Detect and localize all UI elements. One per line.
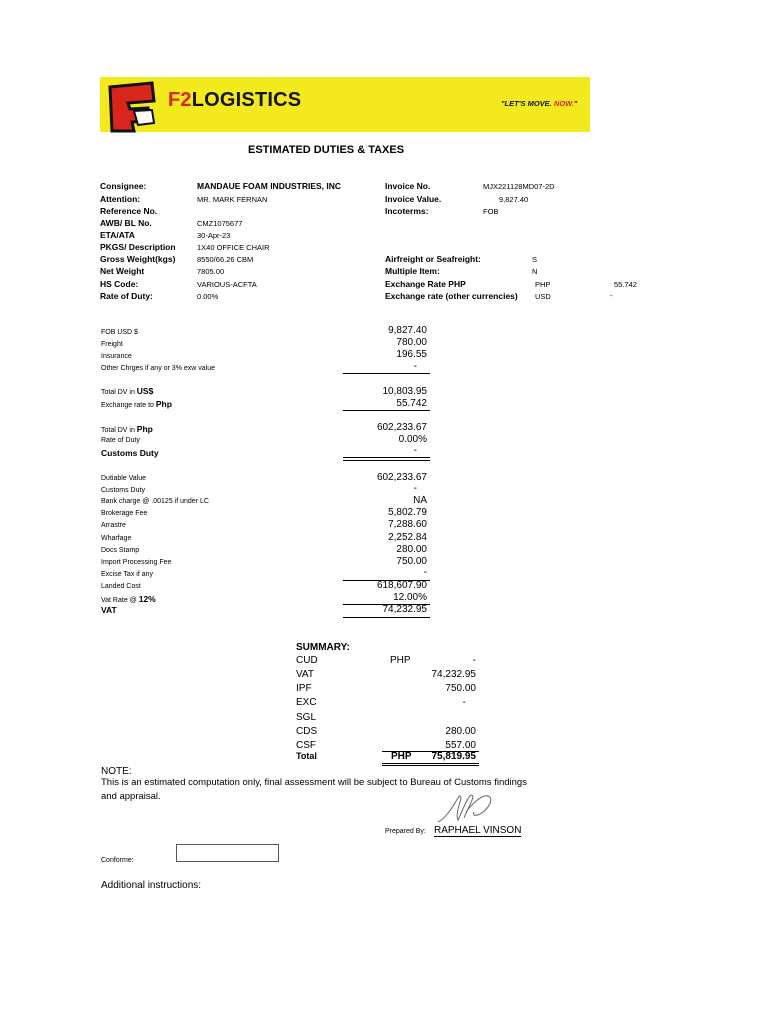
summary-value: 750.00 xyxy=(445,683,476,694)
summary-total-label: Total xyxy=(296,751,317,761)
vat-rate-label: Vat Rate @ 12% xyxy=(101,594,156,604)
note-line-1: This is an estimated computation only, final assessment will be subject to Bureau of Customs findings xyxy=(101,777,527,788)
eta-label: ETA/ATA xyxy=(100,230,135,240)
bank-charge-value: NA xyxy=(413,495,427,506)
excise-tax-label: Excise Tax if any xyxy=(101,571,154,578)
summary-value: - xyxy=(472,655,476,666)
exchange-rate-other-label: Exchange rate (other currencies) xyxy=(385,291,518,301)
rate-duty-label: Rate of Duty xyxy=(101,437,140,444)
exchange-rate-php-currency: PHP xyxy=(535,280,551,289)
company-slogan: "LET'S MOVE. NOW." xyxy=(501,99,578,108)
incoterms-label: Incoterms: xyxy=(385,206,429,216)
bank-charge-label: Bank charge @ .00125 if under LC xyxy=(101,498,209,505)
summary-code: SGL xyxy=(296,712,317,723)
invoice-value-label: Invoice Value. xyxy=(385,194,442,204)
brokerage-fee-label: Brokerage Fee xyxy=(101,510,148,517)
total-line xyxy=(343,617,430,618)
insurance-value: 196.55 xyxy=(396,349,427,360)
freight-label: Freight xyxy=(101,341,123,348)
exchange-rate-value: 55.742 xyxy=(396,398,427,409)
total-dv-usd-label: Total DV in US$ xyxy=(101,386,154,396)
f2-logo-icon xyxy=(108,81,160,133)
exchange-rate-other-currency: USD xyxy=(535,292,551,301)
subtotal-line xyxy=(343,373,430,374)
company-logo-text: F2LOGISTICS xyxy=(168,89,302,111)
rate-of-duty-value: 0.00% xyxy=(197,292,219,301)
excise-tax-value: - xyxy=(423,567,427,578)
awb-value: CMZ1075677 xyxy=(197,219,243,228)
import-fee-label: Import Processing Fee xyxy=(101,559,172,566)
exchange-rate-php-label: Exchange Rate PHP xyxy=(385,279,466,289)
summary-total-currency: PHP xyxy=(391,751,412,762)
attention-value: MR. MARK FERNAN xyxy=(197,195,268,204)
hs-code-value: VARIOUS-ACFTA xyxy=(197,280,257,289)
summary-total-value: 75,819.95 xyxy=(431,751,476,762)
exchange-rate-label: Exchange rate to Php xyxy=(101,399,172,409)
customs-duty-2-label: Customs Duty xyxy=(101,487,145,494)
docs-stamp-label: Docs Stamp xyxy=(101,547,140,554)
import-fee-value: 750.00 xyxy=(396,556,427,567)
summary-code: IPF xyxy=(296,683,312,694)
subtotal-line xyxy=(343,410,430,411)
rate-of-duty-label: Rate of Duty: xyxy=(100,291,153,301)
invoice-no-label: Invoice No. xyxy=(385,181,431,191)
summary-total-line xyxy=(382,765,479,766)
summary-total-line xyxy=(382,763,479,764)
other-charges-value: - xyxy=(413,361,417,372)
summary-value: 74,232.95 xyxy=(431,669,476,680)
gross-weight-value: 8550/66.26 CBM xyxy=(197,255,254,264)
total-dv-usd-value: 10,803.95 xyxy=(382,386,427,397)
consignee-label: Consignee: xyxy=(100,181,147,191)
dutiable-value: 602,233.67 xyxy=(376,472,427,483)
note-heading: NOTE: xyxy=(101,766,132,777)
net-weight-value: 7805.00 xyxy=(197,267,225,276)
other-charges-label: Other Chrges if any or 3% exw value xyxy=(101,365,215,372)
gross-weight-label: Gross Weight(kgs) xyxy=(100,254,176,264)
net-weight-label: Net Weight xyxy=(100,266,145,276)
invoice-no-value: MJX221128MD07-2D xyxy=(483,182,555,191)
arrastre-value: 7,288.60 xyxy=(388,519,427,530)
multiple-item-value: N xyxy=(532,267,538,276)
hs-code-label: HS Code: xyxy=(100,279,139,289)
freight-value: 780.00 xyxy=(396,337,427,348)
exchange-rate-php-value: 55.742 xyxy=(614,280,637,289)
vat-value: 74,232.95 xyxy=(382,604,427,615)
brokerage-fee-value: 5,802.79 xyxy=(388,507,427,518)
customs-duty-label: Customs Duty xyxy=(101,448,159,458)
summary-code: CSF xyxy=(296,740,316,751)
conforme-field[interactable] xyxy=(176,844,279,862)
total-line xyxy=(343,460,430,461)
attention-label: Attention: xyxy=(100,194,141,204)
fob-label: FOB USD $ xyxy=(101,329,138,336)
total-dv-php-value: 602,233.67 xyxy=(376,422,427,433)
summary-code: CUD xyxy=(296,655,318,666)
awb-label: AWB/ BL No. xyxy=(100,218,152,228)
incoterms-value: FOB xyxy=(483,207,499,216)
summary-value: 557.00 xyxy=(445,740,476,751)
conforme-label: Conforme: xyxy=(101,857,134,864)
summary-code: CDS xyxy=(296,726,318,737)
customs-duty-2-value: - xyxy=(413,483,417,494)
reference-label: Reference No. xyxy=(100,206,158,216)
dutiable-value-label: Dutiable Value xyxy=(101,475,147,482)
pkgs-value: 1X40 OFFICE CHAIR xyxy=(197,243,270,252)
freight-type-value: S xyxy=(532,255,538,264)
summary-value: - xyxy=(462,697,466,708)
consignee-value: MANDAUE FOAM INDUSTRIES, INC xyxy=(197,181,342,191)
vat-rate-value: 12.00% xyxy=(393,592,427,603)
pkgs-label: PKGS/ Description xyxy=(100,242,176,252)
total-dv-php-label: Total DV in Php xyxy=(101,424,153,434)
wharfage-value: 2,252.84 xyxy=(388,532,427,543)
summary-code: VAT xyxy=(296,669,314,680)
arrastre-label: Arrastre xyxy=(101,522,126,529)
summary-code: EXC xyxy=(296,697,317,708)
prepared-by-name: RAPHAEL VINSON xyxy=(434,825,522,836)
wharfage-label: Wharfage xyxy=(101,535,132,542)
eta-value: 30-Apr-23 xyxy=(197,231,231,240)
prepared-by-label: Prepared By: xyxy=(385,828,426,835)
summary-value: 280.00 xyxy=(445,726,476,737)
vat-label: VAT xyxy=(101,605,117,615)
page-title: ESTIMATED DUTIES & TAXES xyxy=(248,144,405,156)
multiple-item-label: Multiple Item: xyxy=(385,266,440,276)
landed-cost-value: 618,607.90 xyxy=(376,580,427,591)
fob-value: 9,827.40 xyxy=(388,325,427,336)
total-line xyxy=(343,457,430,458)
summary-heading: SUMMARY: xyxy=(296,642,350,653)
company-banner xyxy=(100,77,590,132)
docs-stamp-value: 280.00 xyxy=(396,544,427,555)
additional-instructions-label: Additional instructions: xyxy=(101,880,202,891)
exchange-rate-other-value: - xyxy=(610,291,613,300)
signature-image xyxy=(436,790,500,826)
note-line-2: and appraisal. xyxy=(101,791,161,802)
freight-type-label: Airfreight or Seafreight: xyxy=(385,254,481,264)
insurance-label: Insurance xyxy=(101,353,132,360)
rate-duty-value: 0.00% xyxy=(398,434,427,445)
summary-currency: PHP xyxy=(390,655,411,666)
landed-cost-label: Landed Cost xyxy=(101,583,141,590)
customs-duty-value: - xyxy=(413,445,417,456)
invoice-value-value: 9,827.40 xyxy=(499,195,529,204)
